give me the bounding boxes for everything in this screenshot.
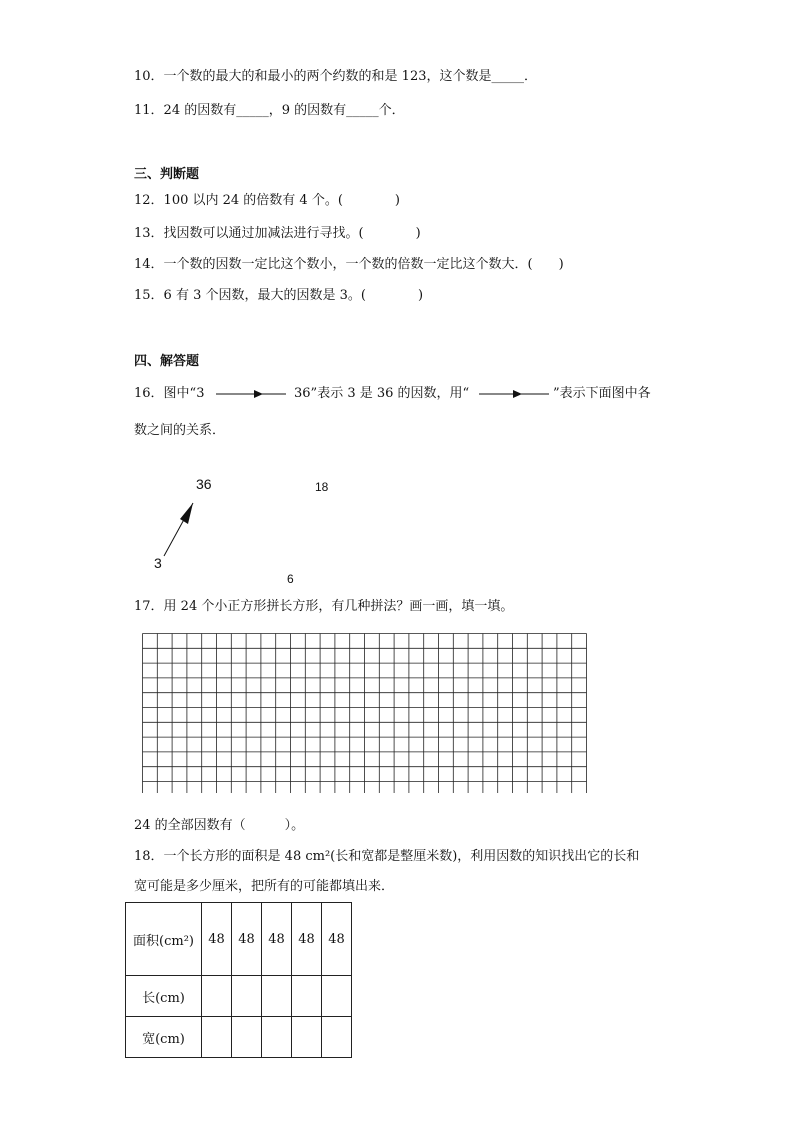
table-cell-width-blank[interactable] (232, 1017, 262, 1058)
inline-arrow-2 (477, 387, 551, 401)
question-18-line2: 宽可能是多少厘米，把所有的可能都填出来． (134, 879, 395, 894)
table-cell-area: 48 (202, 903, 232, 976)
question-10: 10．一个数的最大的和最小的两个约数的和是 123，这个数是_____． (134, 69, 537, 84)
question-16-part3: ”表示下面图中各 (553, 386, 651, 401)
question-17: 17．用 24 个小正方形拼长方形，有几种拼法？画一画，填一填。 (134, 599, 514, 614)
table-cell-width-blank[interactable] (262, 1017, 292, 1058)
question-16-line2: 数之间的关系． (134, 423, 226, 438)
question-16-part1: 16．图中“3 (134, 386, 205, 401)
question-12: 12．100 以内 24 的倍数有 4 个。( ) (134, 193, 400, 208)
question-16-part2: 36”表示 3 是 36 的因数，用“ (294, 386, 470, 401)
table-cell-width-blank[interactable] (202, 1017, 232, 1058)
table-cell-length-blank[interactable] (322, 976, 352, 1017)
table-row-length (126, 976, 352, 1017)
square-grid[interactable] (142, 633, 588, 793)
section-answer-title: 四、解答题 (134, 354, 200, 369)
table-cell-length-blank[interactable] (292, 976, 322, 1017)
question-17-answer: 24 的全部因数有（ ）。 (134, 818, 305, 833)
table-cell-length-blank[interactable] (202, 976, 232, 1017)
question-13: 13．找因数可以通过加减法进行寻找。( ) (134, 226, 421, 241)
section-judge-title: 三、判断题 (134, 167, 200, 182)
table-cell-length-blank[interactable] (262, 976, 292, 1017)
diagram-number-6: 6 (287, 572, 294, 586)
table-header-width: 宽(cm) (126, 1017, 202, 1058)
table-cell-area: 48 (322, 903, 352, 976)
question-15: 15．6 有 3 个因数，最大的因数是 3。( ) (134, 288, 424, 303)
question-14: 14．一个数的因数一定比这个数小，一个数的倍数一定比这个数大．( ) (134, 257, 564, 272)
diagram-number-18: 18 (315, 480, 329, 494)
table-header-length: 长(cm) (126, 976, 202, 1017)
diagram-number-36: 36 (196, 476, 212, 492)
table-cell-width-blank[interactable] (292, 1017, 322, 1058)
area-table (125, 902, 352, 1058)
question-11: 11．24 的因数有_____，9 的因数有_____个． (134, 103, 405, 118)
diagram-number-3: 3 (154, 555, 162, 571)
table-cell-area: 48 (262, 903, 292, 976)
inline-arrow-1 (214, 387, 288, 401)
table-row-area (126, 903, 352, 976)
table-cell-width-blank[interactable] (322, 1017, 352, 1058)
table-cell-length-blank[interactable] (232, 976, 262, 1017)
table-row-width (126, 1017, 352, 1058)
question-18-line1: 18．一个长方形的面积是 48 cm²(长和宽都是整厘米数)，利用因数的知识找出它的长和 (134, 849, 640, 864)
table-header-area: 面积(cm²) (126, 903, 202, 976)
table-cell-area: 48 (292, 903, 322, 976)
table-cell-area: 48 (232, 903, 262, 976)
